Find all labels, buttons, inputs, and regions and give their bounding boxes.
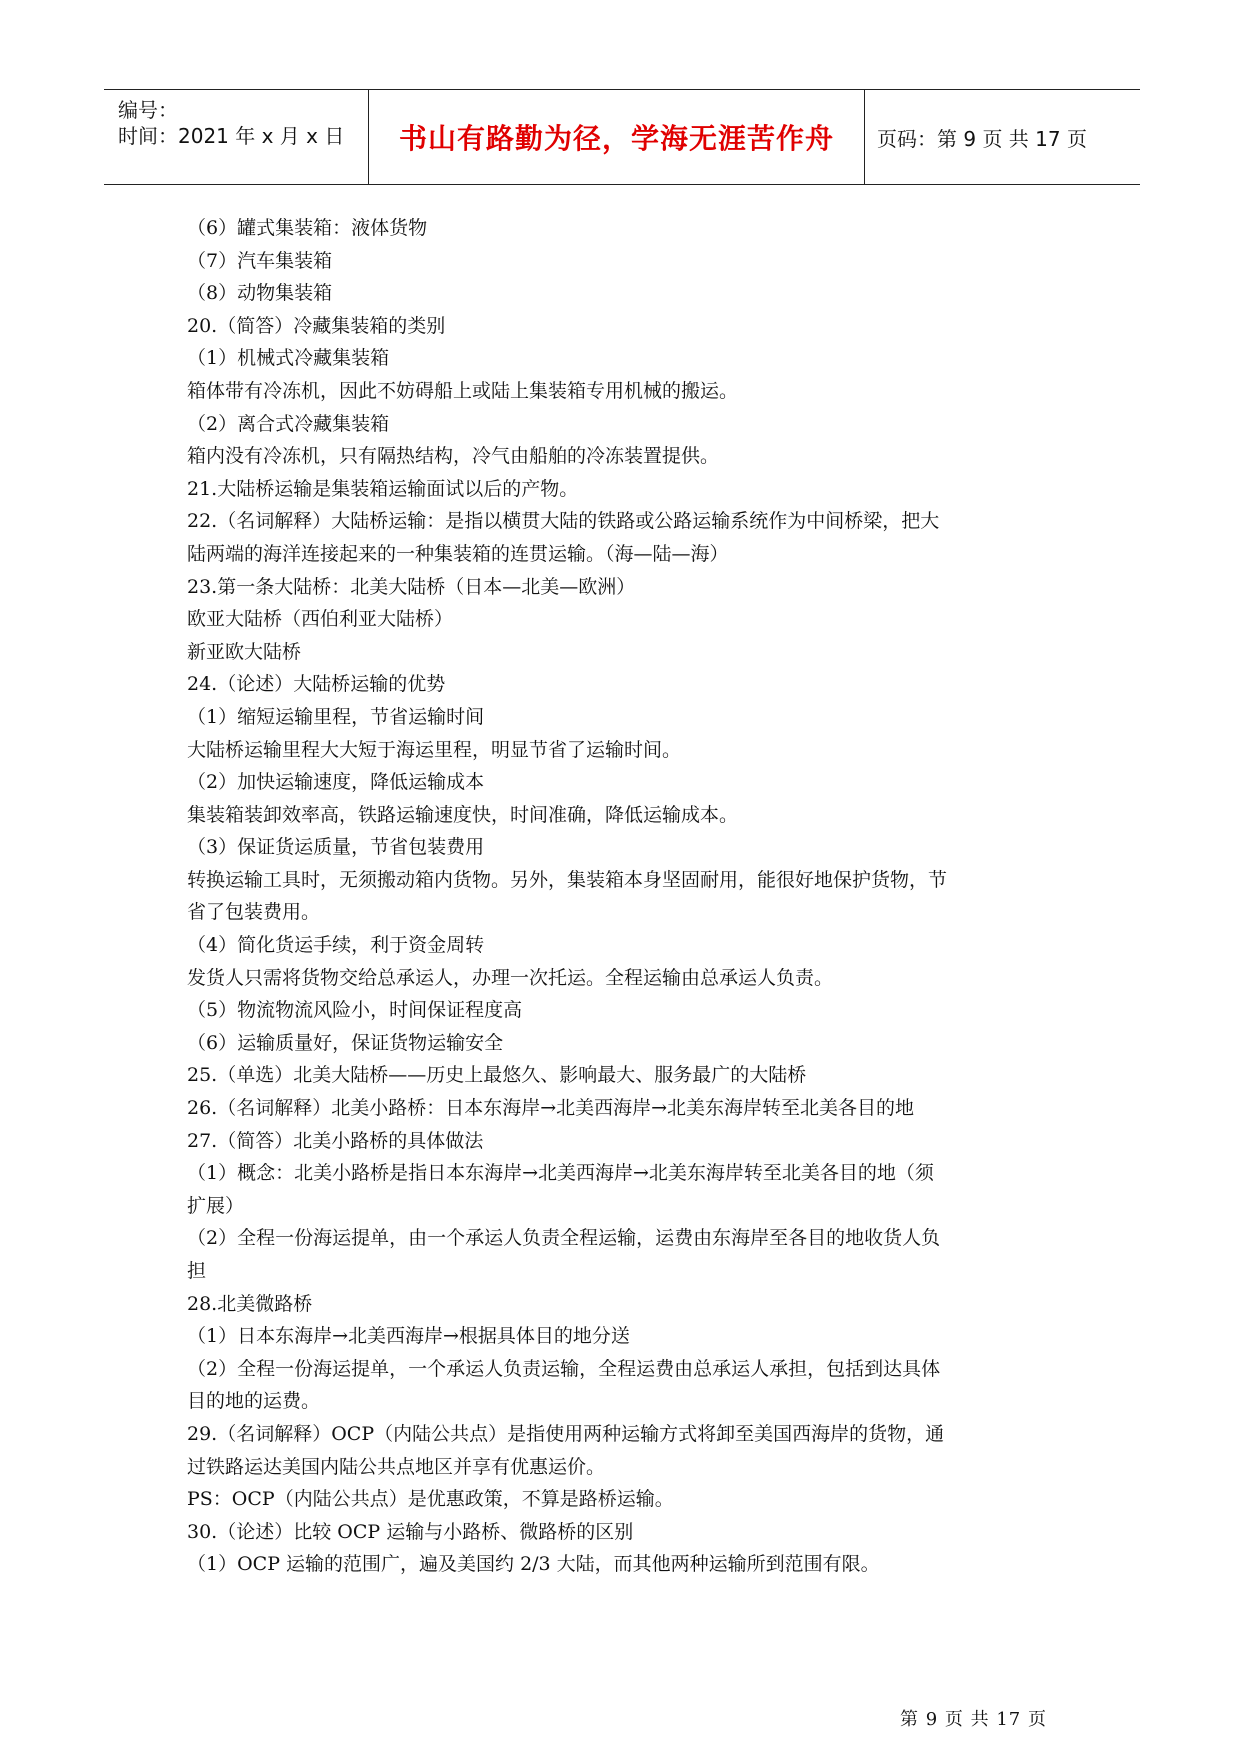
header-page-cell (865, 90, 1140, 184)
text-line: 集装箱装卸效率高，铁路运输速度快，时间准确，降低运输成本。 (187, 803, 739, 826)
text-line: 陆两端的海洋连接起来的一种集装箱的连贯运输。（海—陆—海） (187, 542, 729, 565)
text-line: 23.第一条大陆桥：北美大陆桥（日本—北美—欧洲） (187, 575, 636, 598)
text-line: 21.大陆桥运输是集装箱运输面试以后的产物。 (187, 477, 579, 500)
text-line: PS：OCP（内陆公共点）是优惠政策，不算是路桥运输。 (187, 1488, 674, 1511)
text-line: 大陆桥运输里程大大短于海运里程，明显节省了运输时间。 (187, 738, 682, 761)
text-line: 过铁路运达美国内陆公共点地区并享有优惠运价。 (187, 1455, 606, 1478)
text-line: （1）缩短运输里程，节省运输时间 (187, 705, 485, 728)
text-line: 26.（名词解释）北美小路桥：日本东海岸→北美西海岸→北美东海岸转至北美各目的地 (187, 1097, 915, 1120)
text-line: （2）全程一份海运提单，一个承运人负责运输，全程运费由总承运人承担，包括到达具体 (187, 1357, 941, 1380)
text-line: 目的地的运费。 (187, 1390, 321, 1413)
document-body (187, 212, 1067, 1581)
text-line: （4）简化货运手续，利于资金周转 (187, 934, 485, 957)
text-line: （5）物流物流风险小，时间保证程度高 (187, 999, 523, 1022)
text-line: （2）离合式冷藏集装箱 (187, 412, 390, 435)
text-line: 新亚欧大陆桥 (187, 640, 302, 663)
text-line: 24.（论述）大陆桥运输的优势 (187, 673, 446, 696)
text-line: 29.（名词解释）OCP（内陆公共点）是指使用两种运输方式将卸至美国西海岸的货物，通 (187, 1422, 945, 1445)
text-line: 担 (187, 1260, 207, 1282)
text-line: 20.（简答）冷藏集装箱的类别 (187, 314, 446, 337)
page-header (104, 89, 1140, 185)
text-line: 箱体带有冷冻机，因此不妨碍船上或陆上集装箱专用机械的搬运。 (187, 379, 739, 402)
text-line: 转换运输工具时，无须搬动箱内货物。另外，集装箱本身坚固耐用，能很好地保护货物，节 (187, 868, 948, 891)
text-line: （3）保证货运质量，节省包装费用 (187, 836, 485, 859)
text-line: 扩展） (187, 1194, 245, 1217)
text-line: 28.北美微路桥 (187, 1292, 313, 1315)
text-line: （1）日本东海岸→北美西海岸→根据具体目的地分送 (187, 1325, 630, 1348)
text-line: 省了包装费用。 (187, 901, 321, 924)
text-line: （1）概念：北美小路桥是指日本东海岸→北美西海岸→北美东海岸转至北美各目的地（须 (187, 1162, 934, 1185)
text-line: （6）运输质量好，保证货物运输安全 (187, 1031, 504, 1054)
text-line: 箱内没有冷冻机，只有隔热结构，冷气由船舶的冷冻装置提供。 (187, 445, 720, 468)
doc-time-label: 时间：2021 年 x 月 x 日 (118, 124, 345, 148)
text-line: 发货人只需将货物交给总承运人，办理一次托运。全程运输由总承运人负责。 (187, 966, 834, 989)
text-line: （1）机械式冷藏集装箱 (187, 347, 390, 370)
text-line: （2）加快运输速度，降低运输成本 (187, 771, 485, 794)
text-line: （8）动物集装箱 (187, 282, 333, 305)
text-line: 22.（名词解释）大陆桥运输：是指以横贯大陆的铁路或公路运输系统作为中间桥梁，把大 (187, 510, 940, 533)
text-line: 25.（单选）北美大陆桥——历史上最悠久、影响最大、服务最广的大陆桥 (187, 1064, 807, 1087)
header-slogan-cell (369, 90, 865, 184)
text-line: （2）全程一份海运提单，由一个承运人负责全程运输，运费由东海岸至各目的地收货人负 (187, 1227, 941, 1250)
header-page-label: 页码：第 9 页 共 17 页 (877, 126, 1087, 151)
doc-number-label: 编号： (118, 98, 178, 122)
text-line: （1）OCP 运输的范围广，遍及美国约 2/3 大陆，而其他两种运输所到范围有限。 (187, 1553, 880, 1576)
text-line: （6）罐式集装箱：液体货物 (187, 217, 428, 239)
text-line: 27.（简答）北美小路桥的具体做法 (187, 1129, 484, 1152)
header-meta-cell (104, 90, 369, 184)
header-slogan: 书山有路勤为径，学海无涯苦作舟 (398, 122, 834, 155)
text-line: （7）汽车集装箱 (187, 249, 333, 272)
text-line: 欧亚大陆桥（西伯利亚大陆桥） (187, 608, 454, 631)
text-line: 30.（论述）比较 OCP 运输与小路桥、微路桥的区别 (187, 1520, 634, 1543)
page-footer: 第 9 页 共 17 页 (900, 1709, 1047, 1730)
